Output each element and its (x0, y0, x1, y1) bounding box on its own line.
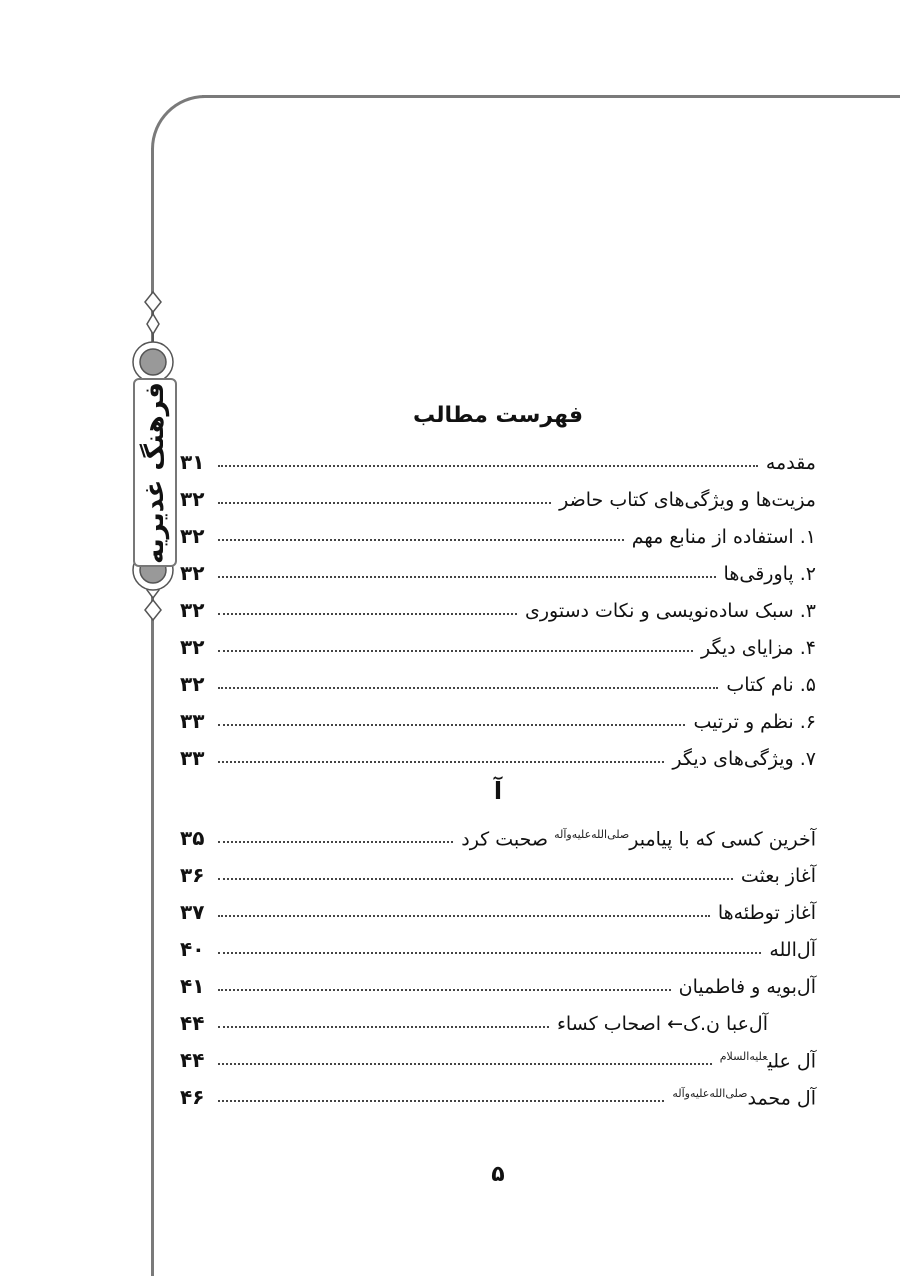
toc-entry[interactable] (180, 890, 816, 924)
toc-entry[interactable] (180, 625, 816, 659)
entry-page: ۴۶ (180, 1085, 205, 1109)
entry-page: ۳۳ (180, 709, 205, 733)
entry-page: ۳۲ (180, 487, 205, 511)
entry-label: آغاز توطئه‌ها (717, 902, 816, 924)
dot-leader (218, 538, 624, 541)
toc-entry[interactable] (180, 736, 816, 770)
toc-entry[interactable] (180, 1001, 816, 1035)
toc-entry[interactable] (180, 964, 816, 998)
entry-label: ۲. پاورقی‌ها (723, 563, 816, 585)
frame-top-border (202, 95, 900, 98)
toc-title: فهرست مطالب (412, 403, 584, 428)
dot-leader (218, 877, 733, 880)
entry-page: ۴۰ (180, 937, 205, 961)
dot-leader (218, 686, 718, 689)
toc-entry[interactable] (180, 514, 816, 548)
entry-label: آل محمد$^{صلی‌الله‌علیه‌وآله}$ (672, 1086, 816, 1109)
toc-entry[interactable] (180, 1038, 816, 1072)
dot-leader (218, 1025, 549, 1028)
honorific-glyph: علیه‌السلام (719, 1049, 768, 1063)
entry-label: آغاز بعثت (740, 865, 816, 887)
honorific-glyph: صلی‌الله‌علیه‌وآله (554, 827, 630, 841)
toc-entry[interactable] (180, 440, 816, 474)
entry-page: ۳۲ (180, 561, 205, 585)
entry-label: ۱. استفاده از منابع مهم (631, 526, 816, 548)
entry-page: ۳۲ (180, 598, 205, 622)
entry-page: ۴۴ (180, 1048, 205, 1072)
toc-entry[interactable] (180, 853, 816, 887)
dot-leader (218, 914, 710, 917)
entry-page: ۳۱ (180, 450, 205, 474)
toc-entry[interactable] (180, 699, 816, 733)
entry-label: ۶. نظم و ترتیب (693, 711, 816, 733)
dot-leader (218, 951, 761, 954)
entry-label: ۷. ویژگی‌های دیگر (672, 748, 816, 770)
section-letter-heading: آ (493, 777, 503, 805)
entry-label: ۵. نام کتاب (726, 674, 816, 696)
entry-page: ۳۲ (180, 635, 205, 659)
entry-label: ۳. سبک ساده‌نویسی و نکات دستوری (524, 600, 816, 622)
entry-label: آل علی$^{علیه‌السلام}$ (719, 1049, 816, 1072)
entry-page: ۳۷ (180, 900, 205, 924)
entry-page: ۳۲ (180, 524, 205, 548)
dot-leader (218, 649, 693, 652)
dot-leader (218, 575, 716, 578)
entry-label: ۴. مزایای دیگر (701, 637, 816, 659)
honorific-glyph: صلی‌الله‌علیه‌وآله (672, 1086, 748, 1100)
entry-page: ۳۳ (180, 746, 205, 770)
entry-page: ۴۱ (180, 974, 205, 998)
dot-leader (218, 464, 758, 467)
entry-label: آخرین کسی که با پیامبر$^{صلی‌الله‌علیه‌وآله}$ صحبت کرد (461, 827, 816, 850)
frame-rounded-corner (151, 95, 208, 152)
entry-label: آل‌عبا ن.ک← اصحاب کساء (556, 1013, 768, 1035)
entry-label: آل‌بویه و فاطمیان (678, 976, 816, 998)
entry-page: ۴۴ (180, 1011, 205, 1035)
toc-entry[interactable] (180, 551, 816, 585)
entry-page: ۳۵ (180, 826, 205, 850)
spine-book-title (133, 378, 177, 567)
dot-leader (218, 1062, 712, 1065)
toc-entry[interactable] (180, 477, 816, 511)
toc-entry[interactable] (180, 816, 816, 850)
entry-page: ۳۶ (180, 863, 205, 887)
dot-leader (218, 988, 671, 991)
dot-leader (218, 760, 664, 763)
toc-entry[interactable] (180, 927, 816, 961)
dot-leader (218, 840, 453, 843)
toc-entry[interactable] (180, 662, 816, 696)
page-number: ۵ (491, 1162, 505, 1187)
entry-label: مزیت‌ها و ویژگی‌های کتاب حاضر (559, 489, 816, 511)
entry-page: ۳۲ (180, 672, 205, 696)
dot-leader (218, 723, 685, 726)
entry-label: آل‌الله (769, 939, 816, 961)
toc-entry[interactable] (180, 1075, 816, 1109)
dot-leader (218, 501, 551, 504)
spine-title-text: فرهنگ غدیریه (140, 381, 171, 564)
entry-label: مقدمه (765, 452, 816, 474)
dot-leader (218, 1099, 664, 1102)
toc-entry[interactable] (180, 588, 816, 622)
dot-leader (218, 612, 517, 615)
